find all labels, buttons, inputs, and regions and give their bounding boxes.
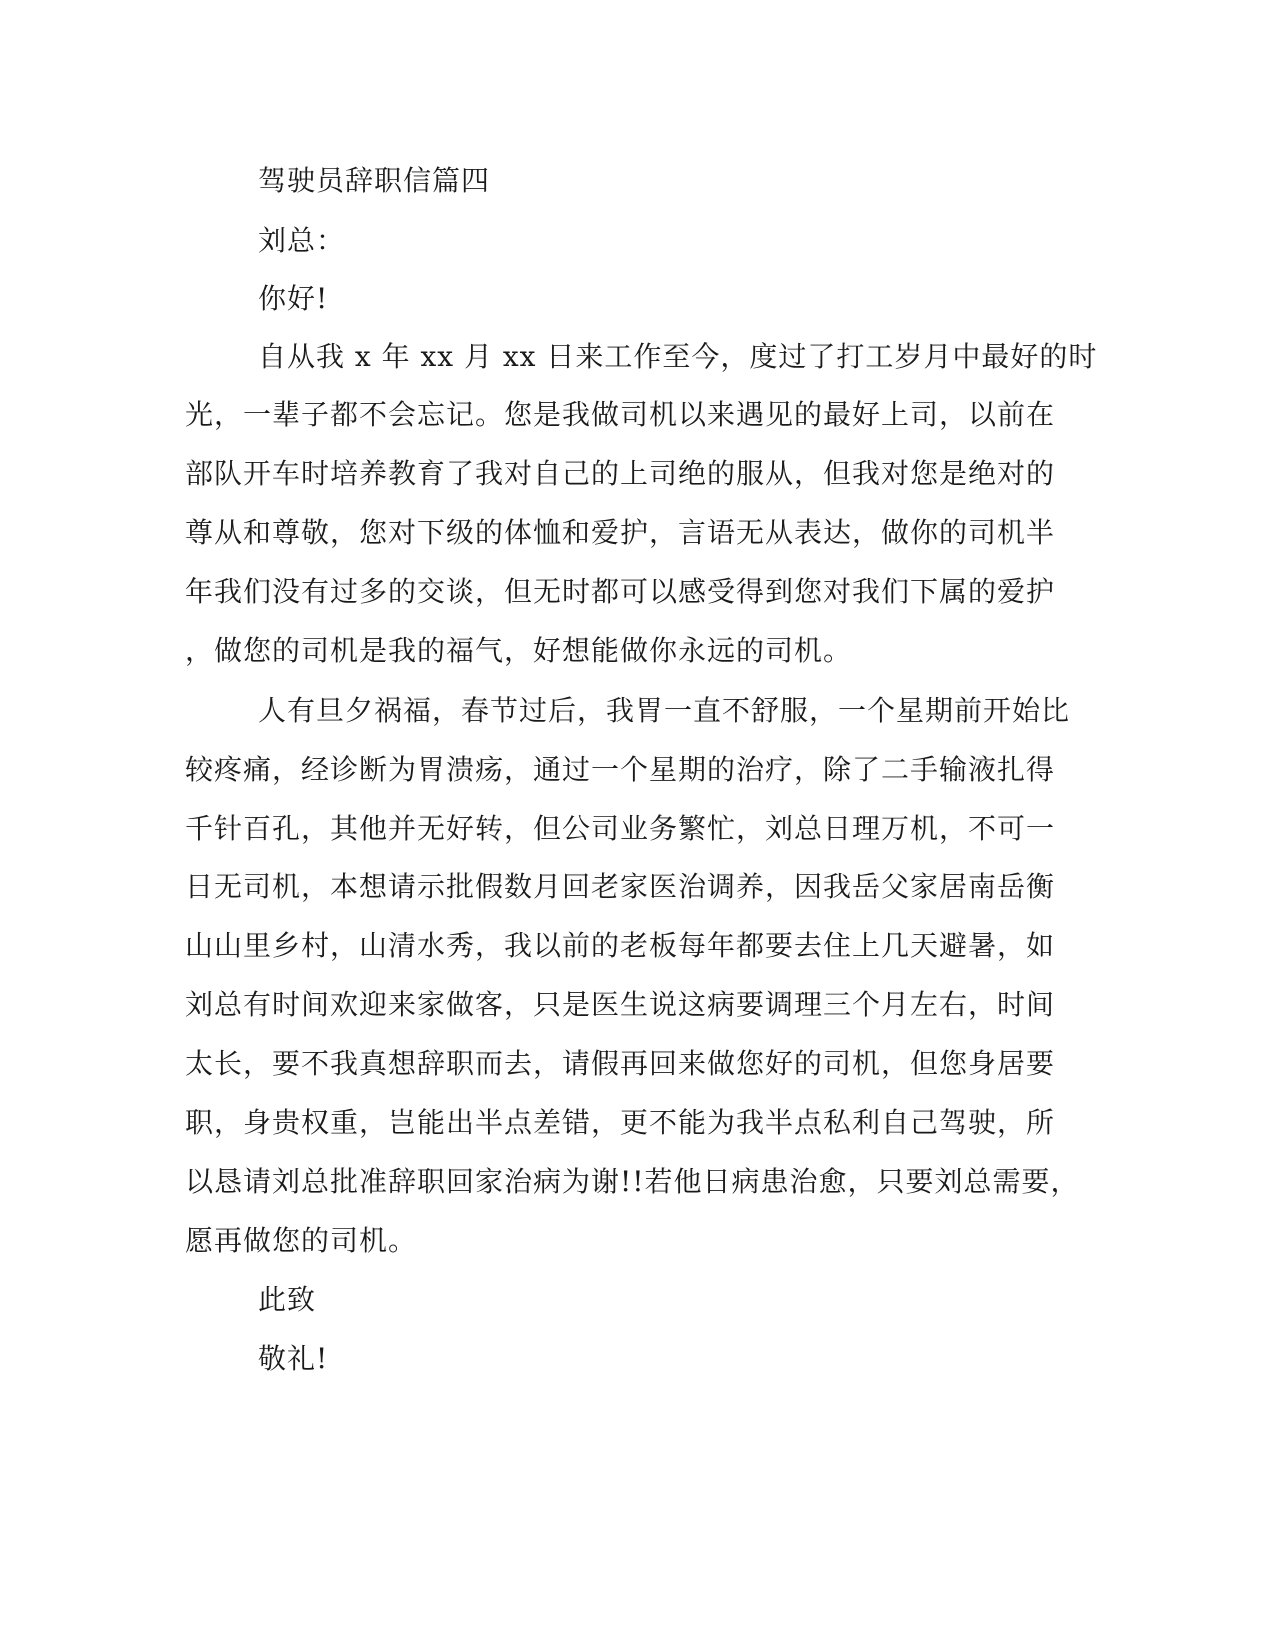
paragraph-2-line: 人有旦夕祸福，春节过后，我胃一直不舒服，一个星期前开始比 <box>258 694 1071 727</box>
paragraph-2-line: 职，身贵权重，岂能出半点差错，更不能为我半点私利自己驾驶，所 <box>185 1106 1056 1139</box>
closing-ci-zhi: 此致 <box>258 1283 317 1316</box>
document-title: 驾驶员辞职信篇四 <box>258 164 491 197</box>
paragraph-1-line: 光，一辈子都不会忘记。您是我做司机以来遇见的最好上司，以前在 <box>185 398 1056 431</box>
paragraph-2-line: 日无司机，本想请示批假数月回老家医治调养，因我岳父家居南岳衡 <box>185 870 1056 903</box>
paragraph-1-line: 部队开车时培养教育了我对自己的上司绝的服从，但我对您是绝对的 <box>185 457 1056 490</box>
closing-jing-li: 敬礼! <box>258 1342 329 1375</box>
paragraph-2-line: 山山里乡村，山清水秀，我以前的老板每年都要去住上几天避暑，如 <box>185 929 1056 962</box>
paragraph-1-line: 年我们没有过多的交谈，但无时都可以感受得到您对我们下属的爱护 <box>185 575 1056 608</box>
paragraph-2-line: 以恳请刘总批准辞职回家治病为谢!!若他日病患治愈，只要刘总需要， <box>185 1165 1080 1198</box>
paragraph-2-line: 愿再做您的司机。 <box>185 1224 418 1257</box>
paragraph-2-line: 刘总有时间欢迎来家做客，只是医生说这病要调理三个月左右，时间 <box>185 988 1056 1021</box>
paragraph-2-line: 千针百孔，其他并无好转，但公司业务繁忙，刘总日理万机，不可一 <box>185 812 1056 845</box>
paragraph-1-line: ，做您的司机是我的福气，好想能做你永远的司机。 <box>185 634 853 667</box>
paragraph-2-line: 太长，要不我真想辞职而去，请假再回来做您好的司机，但您身居要 <box>185 1047 1056 1080</box>
salutation: 刘总： <box>258 224 346 257</box>
paragraph-2-line: 较疼痛，经诊断为胃溃疡，通过一个星期的治疗，除了二手输液扎得 <box>185 753 1056 786</box>
greeting: 你好! <box>258 282 329 315</box>
paragraph-1-line: 尊从和尊敬，您对下级的体恤和爱护，言语无从表达，做你的司机半 <box>185 516 1056 549</box>
paragraph-1-line: 自从我 x 年 xx 月 xx 日来工作至今，度过了打工岁月中最好的时 <box>258 340 1098 373</box>
